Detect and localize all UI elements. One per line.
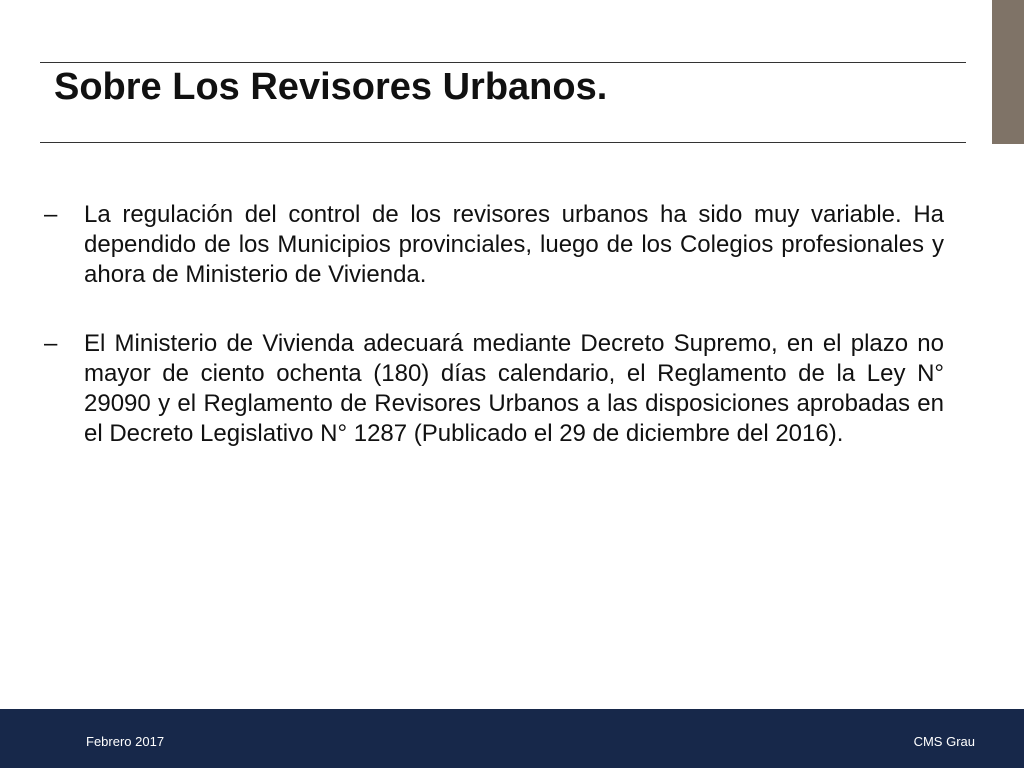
bullet-text: La regulación del control de los revisores urbanos ha sido muy variable. Ha dependido de los Municipios provinciales, luego de los Colegios profesionales y ahora de Ministerio de Vivienda. <box>84 201 944 288</box>
bullet-item <box>44 200 944 290</box>
bullet-list <box>44 200 944 488</box>
footer-date: Febrero 2017 <box>86 734 165 749</box>
slide-title: Sobre Los Revisores Urbanos. <box>54 66 608 108</box>
title-bottom-rule <box>40 142 966 143</box>
footer-organization: CMS Grau <box>913 734 975 749</box>
bullet-item <box>44 329 944 449</box>
corner-accent-bar <box>992 0 1024 144</box>
bullet-dash-icon: – <box>44 330 58 357</box>
title-top-rule <box>40 62 966 63</box>
footer-bar <box>0 709 1024 768</box>
bullet-text: El Ministerio de Vivienda adecuará mediante Decreto Supremo, en el plazo no mayor de ciento ochenta (180) días calendario, el Reglamento de la Ley N° 29090 y el Reglamento de Revisores Urbanos a las disposiciones aprobadas en el Decreto Legislativo N° 1287 (Publicado el 29 de diciembre del 2016). <box>84 330 944 447</box>
bullet-dash-icon: – <box>44 201 58 228</box>
